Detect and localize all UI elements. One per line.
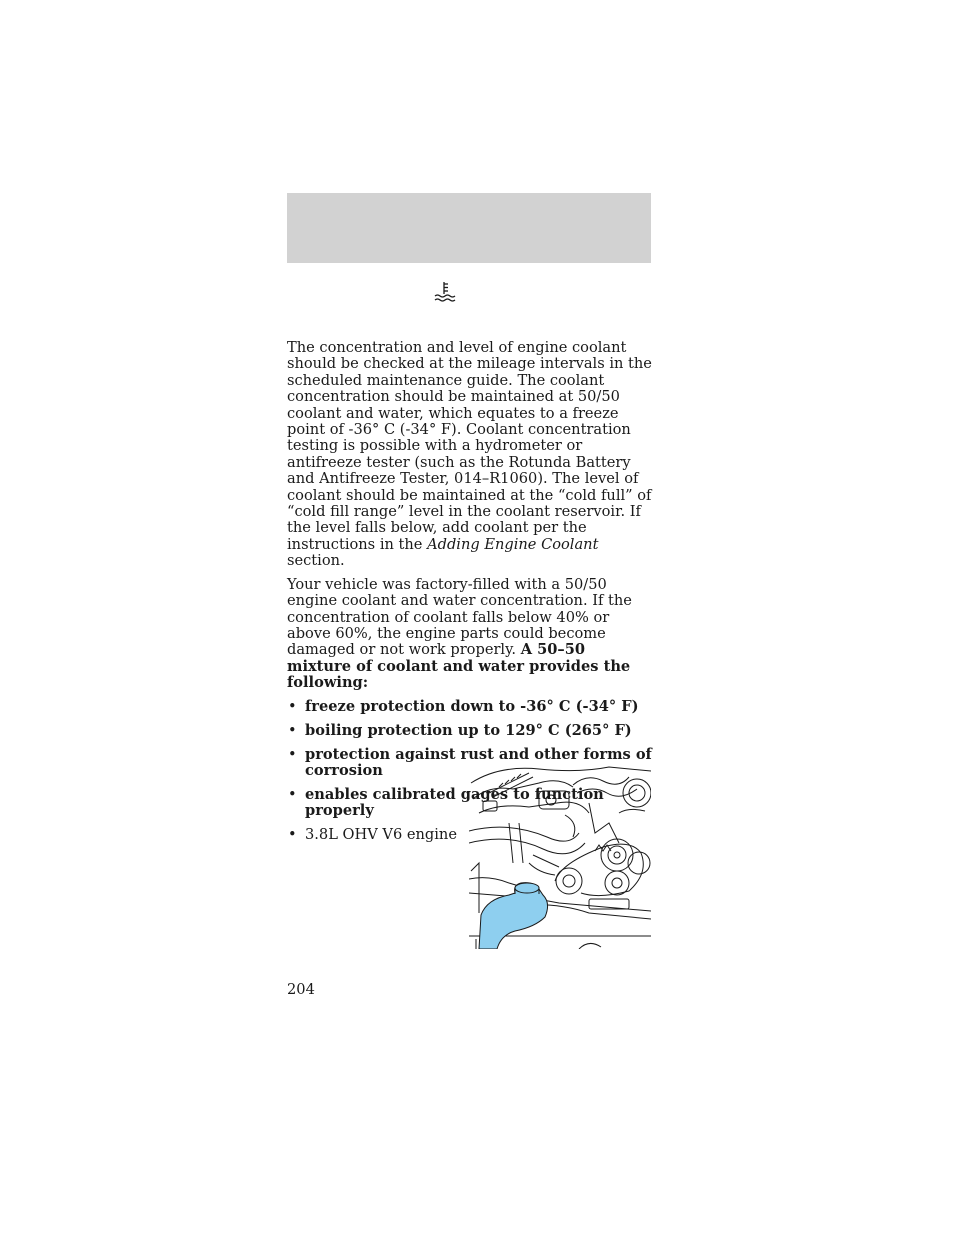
intro-paragraph: [287, 340, 653, 570]
section-reference: Adding Engine Coolant: [427, 535, 599, 553]
page-number: 204: [287, 981, 315, 998]
mixture-statement: A 50–50 mixture of coolant and water provides the following:: [287, 641, 631, 692]
coolant-reservoir: [479, 883, 548, 949]
engine-compartment-illustration: [469, 763, 651, 949]
list-item: • enables calibrated gages to function properly: [287, 787, 653, 820]
list-item: • protection against rust and other forms of corrosion: [287, 747, 653, 780]
engine-coolant-temperature-icon: [432, 281, 458, 303]
factory-fill-text: Your vehicle was factory-filled with a 50/50 engine coolant and water concentration. If the concentration of coolant falls below 40% or above 60%, the engine parts could become damaged or not work properly.: [287, 575, 632, 659]
engine-label: • 3.8L OHV V6 engine: [287, 827, 653, 843]
intro-text: The concentration and level of engine coolant should be checked at the mileage intervals in the scheduled maintenance guide. The coolant concentration should be maintained at 50/50 coolant and water, which equates to a freeze point of -36° C (-34° F). Coolant concentration testing is possible with a hydrometer or antifreeze tester (such as the Rotunda Battery and Antifreeze Tester, 014–R1060). The level of coolant should be maintained at the “cold full” of “cold fill range” level in the coolant reservoir. If the level falls below, add coolant per the instructions in the: [287, 339, 652, 553]
list-item: • boiling protection up to 129° C (265° F): [287, 723, 653, 739]
factory-fill-paragraph: [287, 577, 653, 692]
section-header-band: [287, 193, 651, 263]
list-item: • freeze protection down to -36° C (-34° F): [287, 699, 653, 715]
intro-text-end: section.: [287, 552, 345, 570]
